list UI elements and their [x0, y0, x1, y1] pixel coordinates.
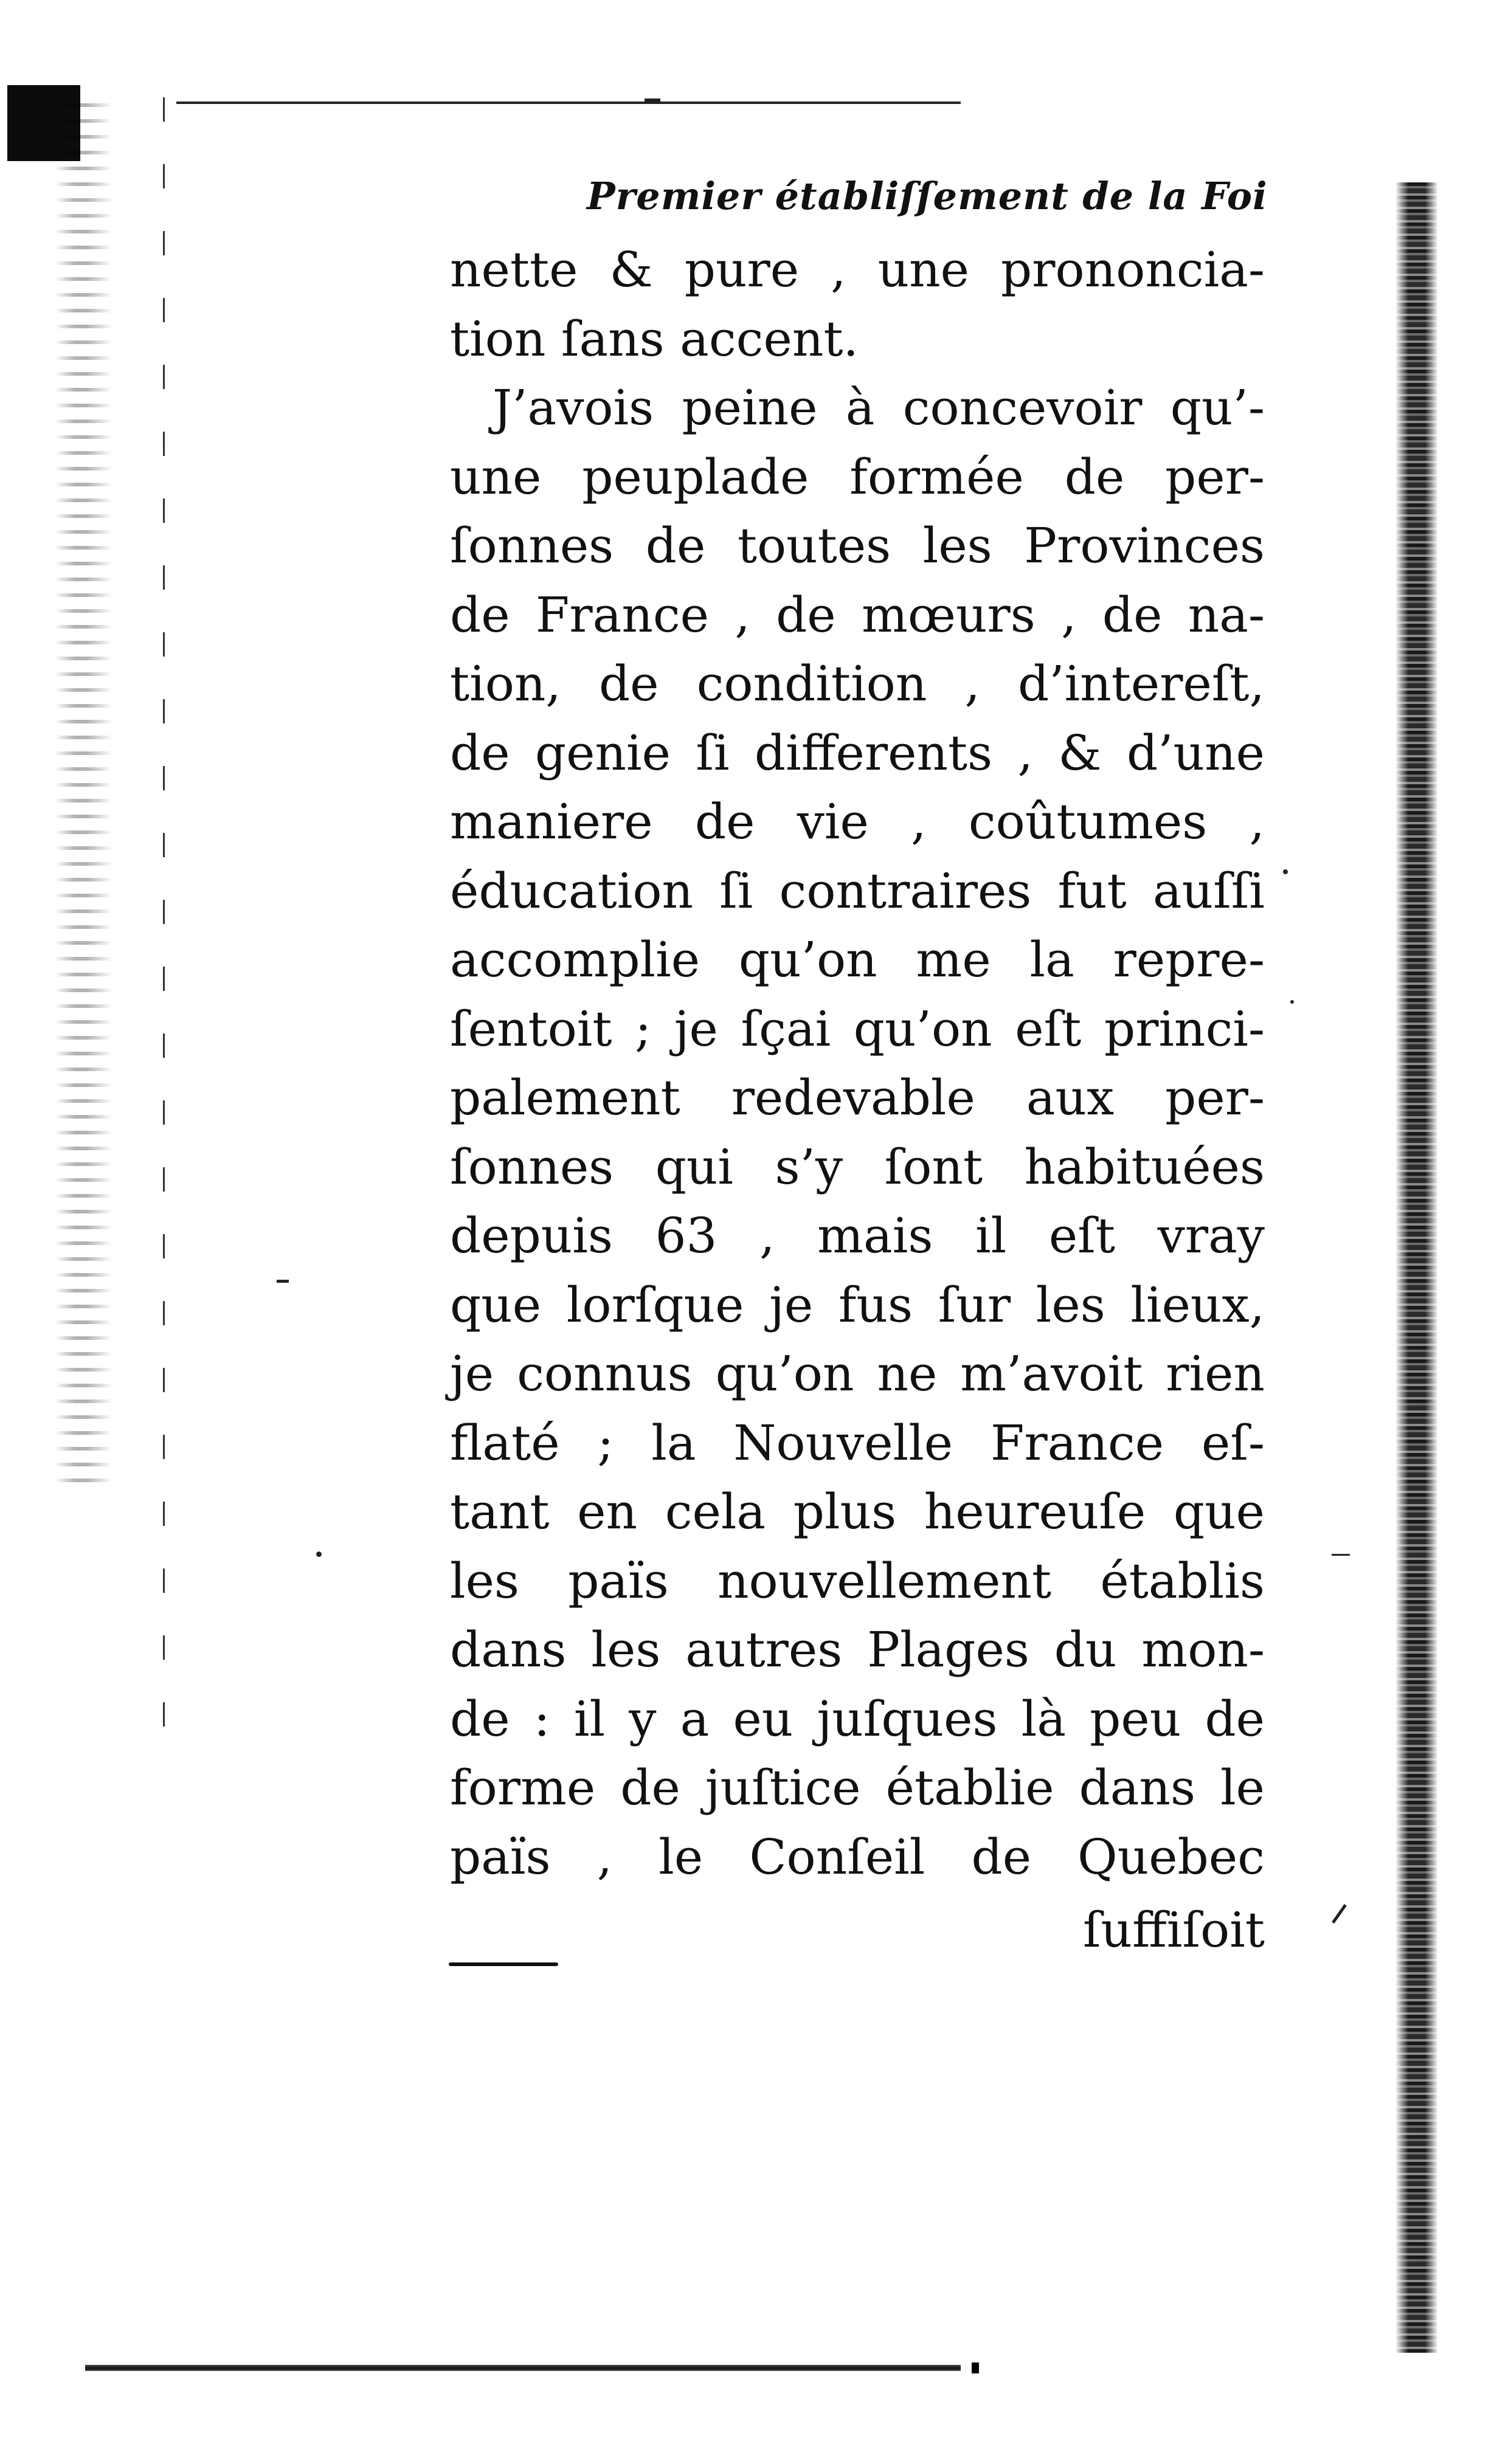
text-line: de genie ſi differents , & d’une [450, 724, 1265, 781]
text-line: une peuplade formée de per- [450, 448, 1265, 505]
page-text-block [450, 235, 1265, 1891]
bottom-ink-mark [972, 2362, 979, 2373]
catchword: ſuffiſoit [1082, 1902, 1265, 1958]
right-page-edge [1395, 182, 1438, 2353]
stray-speck [1290, 1000, 1294, 1004]
text-line: que lorſque je fus ſur les lieux, [450, 1276, 1265, 1333]
text-line: païs , le Conſeil de Quebec [450, 1828, 1265, 1885]
text-line: de France , de mœurs , de na- [450, 586, 1265, 643]
stray-speck [316, 1551, 322, 1557]
text-line: dans les autres Plages du mon- [450, 1621, 1265, 1678]
stray-speck [1332, 1904, 1347, 1924]
running-head: Premier établiſſement de la Foi [587, 174, 1268, 218]
top-border-line [176, 102, 961, 104]
left-binding-edge [55, 91, 112, 1489]
text-line: éducation ſi contraires fut auſſi [450, 862, 1265, 919]
text-line: maniere de vie , coûtumes , [450, 793, 1265, 850]
text-line: ſentoit ; je ſçai qu’on eſt princi- [450, 1000, 1265, 1057]
stray-speck [645, 98, 660, 103]
text-line: je connus qu’on ne m’avoit rien [450, 1345, 1265, 1402]
text-line: ſonnes qui s’y ſont habituées [450, 1138, 1265, 1195]
text-line: tant en cela plus heureuſe que [450, 1483, 1265, 1540]
text-line: les païs nouvellement établis [450, 1552, 1265, 1609]
text-line: tion, de condition , d’intereſt, [450, 655, 1265, 712]
text-line: ſonnes de toutes les Provinces [450, 517, 1265, 574]
text-line: forme de juſtice établie dans le [450, 1759, 1265, 1816]
text-line: nette & pure , une prononcia- [450, 241, 1265, 298]
stray-speck [1332, 1554, 1350, 1556]
text-line: palement redevable aux per- [450, 1069, 1265, 1126]
text-line: accomplie qu’on me la repre- [450, 931, 1265, 988]
stray-speck [277, 1280, 289, 1283]
stray-speck [1283, 869, 1288, 874]
text-line: depuis 63 , mais il eſt vray [450, 1207, 1265, 1264]
text-line: flaté ; la Nouvelle France eſ- [450, 1414, 1265, 1471]
text-line: tion ſans accent. [450, 310, 859, 367]
text-line: de : il y a eu juſques là peu de [450, 1690, 1265, 1747]
text-line: J’avois peine à concevoir qu’- [493, 379, 1265, 436]
left-margin-mark [163, 97, 165, 1751]
bottom-border-line [85, 2365, 961, 2371]
signature-rule [449, 1962, 558, 1966]
